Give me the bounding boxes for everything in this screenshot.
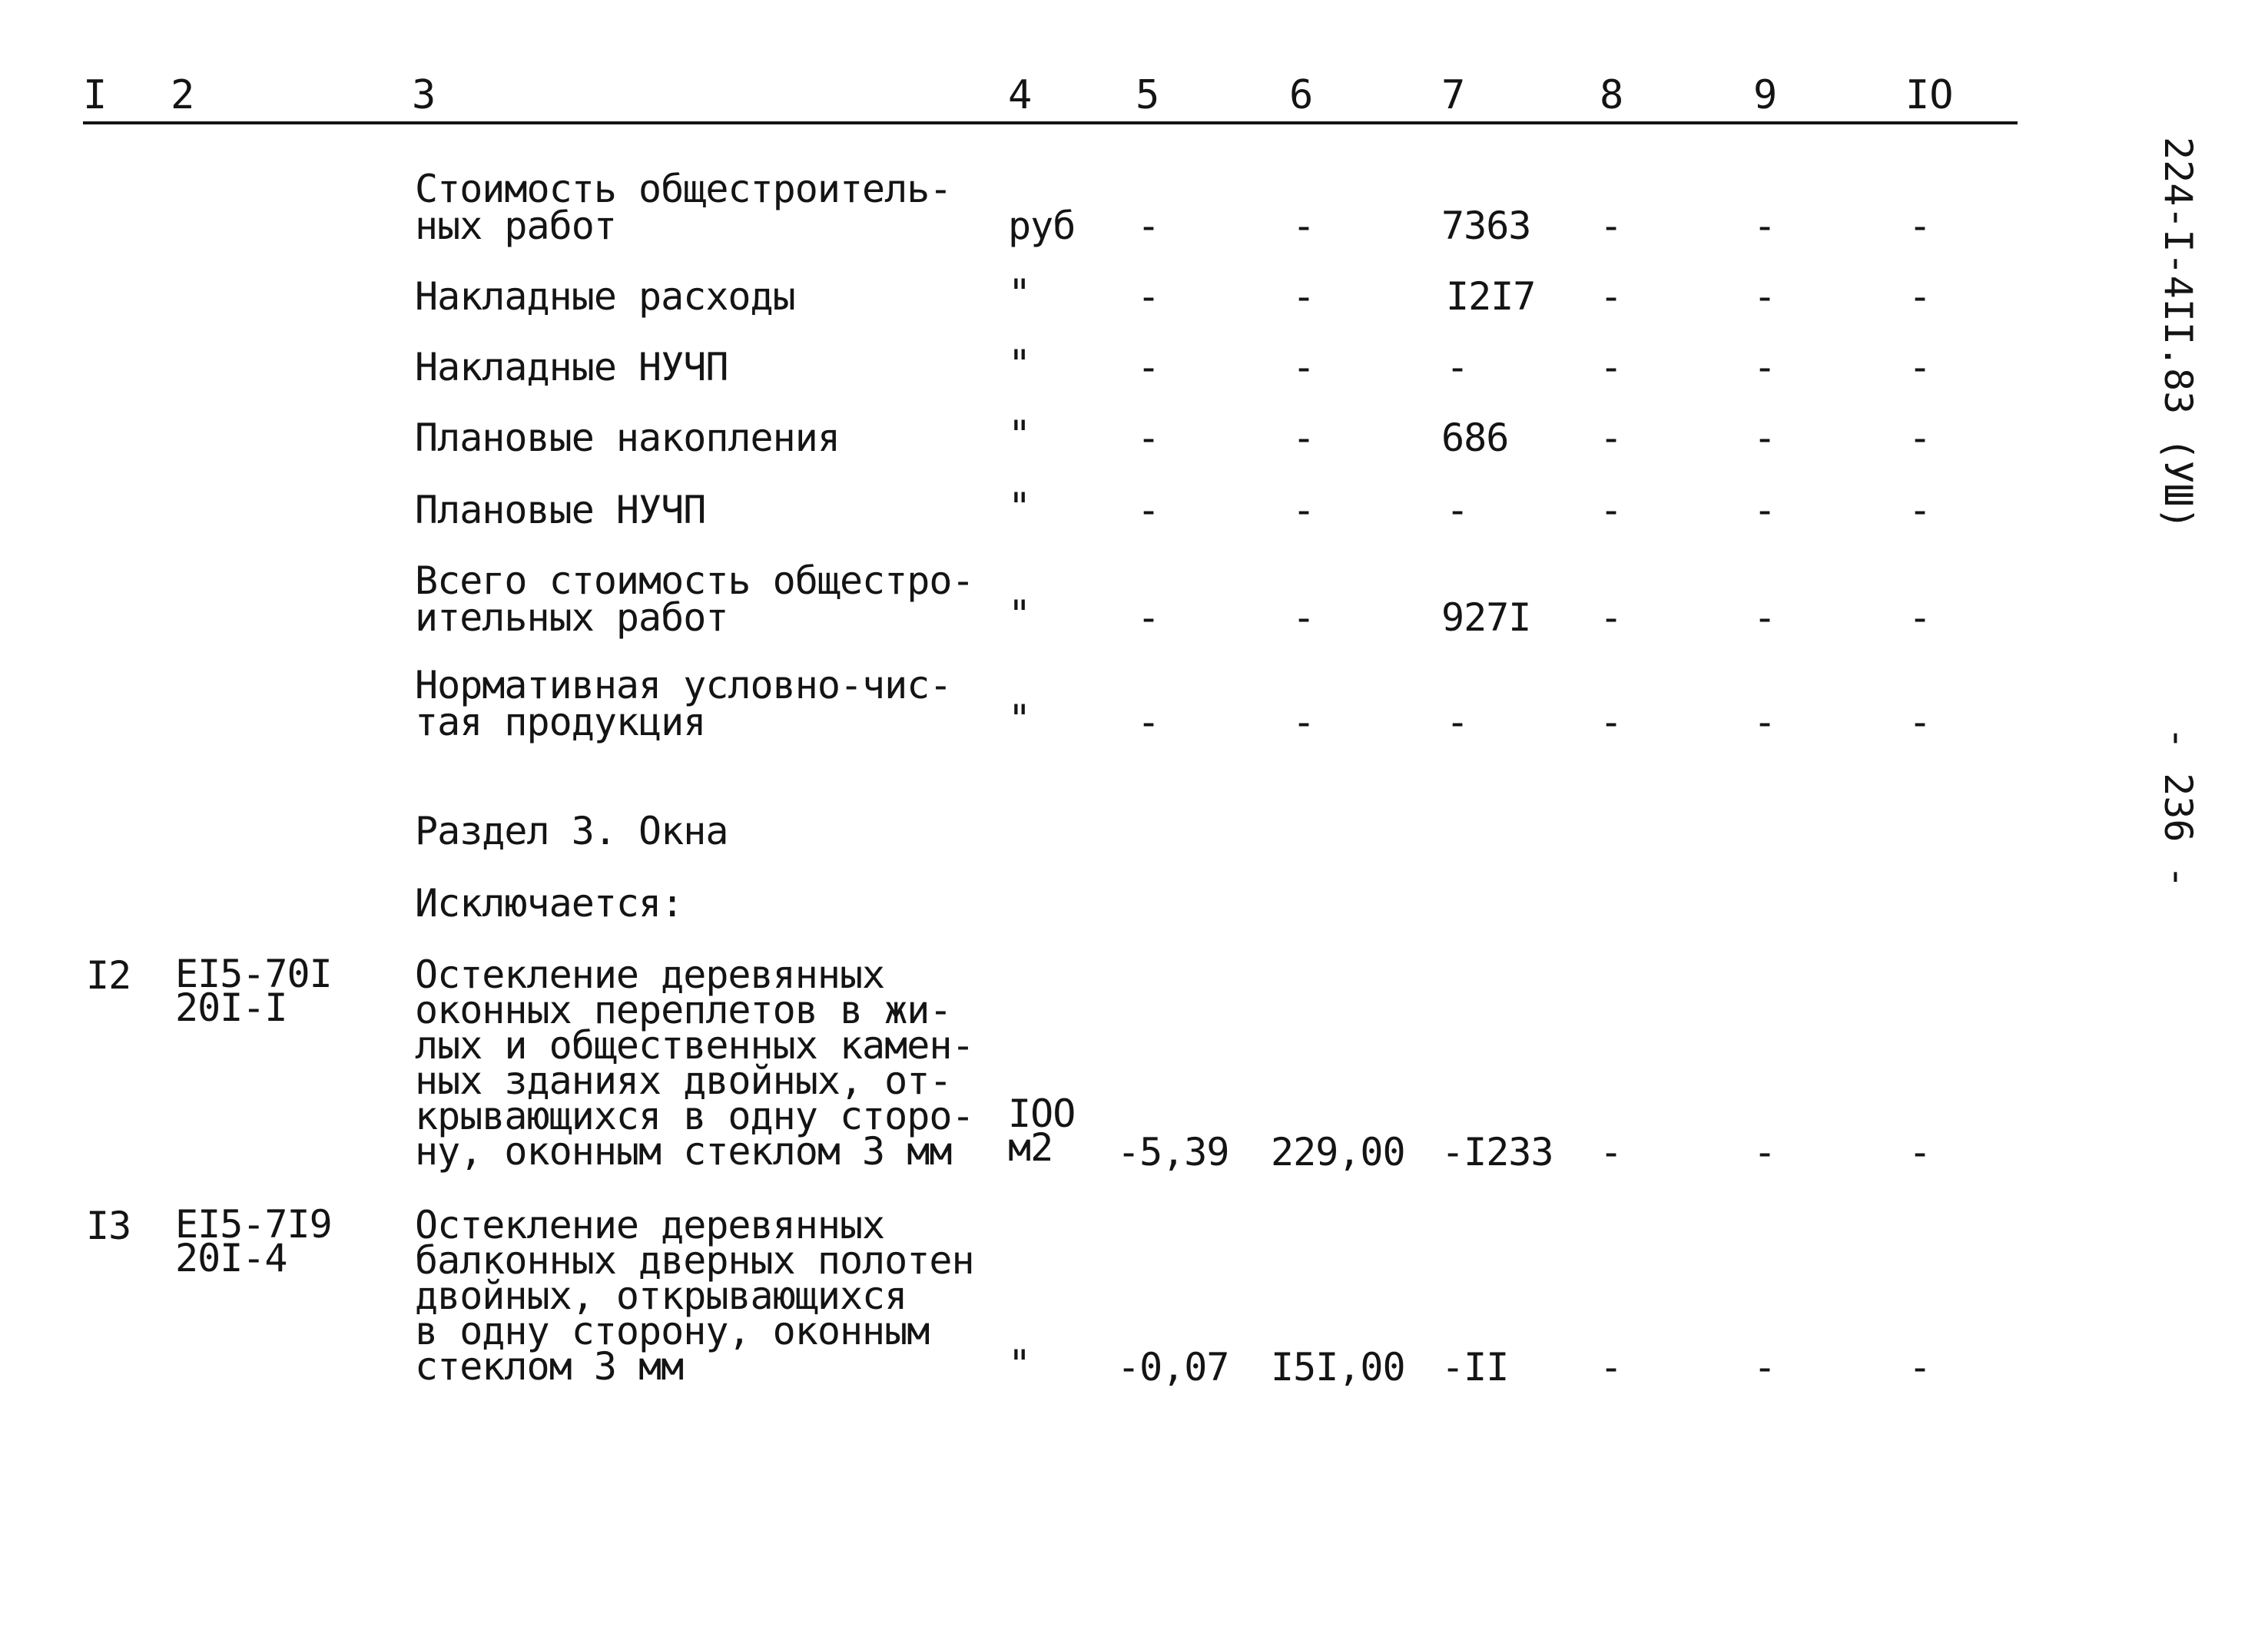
item-description: Остекление деревянных балконных дверных полотен двойных, открывающихся в одну сторону, оконным стеклом 3 мм [415, 1203, 974, 1389]
row-col8: - [1600, 204, 1623, 248]
column-header-1: I [83, 72, 108, 118]
column-header-8: 8 [1600, 72, 1624, 118]
row-col10: - [1908, 595, 1931, 640]
row-col5: - [1137, 345, 1160, 389]
document-code: 224-I-4II.83 (УШ) [2156, 137, 2200, 530]
row-col10: - [1908, 274, 1931, 319]
row-col6: - [1292, 488, 1315, 532]
row-description: Накладные расходы [415, 274, 795, 319]
row-unit: " [1008, 485, 1031, 529]
item-description: Остекление деревянных оконных переплетов в жи- лых и общественных камен- ных зданиях двойных, от- крывающихся в одну сторо- ну, оконным стеклом 3 мм [415, 952, 974, 1174]
row-unit: " [1008, 271, 1031, 316]
item-col6: I5I,00 [1271, 1345, 1405, 1390]
row-unit: " [1008, 697, 1031, 741]
row-col10: - [1908, 488, 1931, 532]
row-col7: I2I7 [1446, 274, 1536, 319]
column-header-6: 6 [1289, 72, 1314, 118]
row-unit: " [1008, 342, 1031, 386]
item-col8: - [1600, 1345, 1623, 1390]
item-col10: - [1908, 1345, 1931, 1390]
row-description: Всего стоимость общестро- ительных работ [415, 558, 974, 640]
row-col6: - [1292, 416, 1315, 460]
header-rule [83, 121, 2018, 124]
column-header-9: 9 [1753, 72, 1778, 118]
item-unit: " [1008, 1342, 1031, 1386]
column-header-7: 7 [1441, 72, 1466, 118]
row-col5: - [1137, 416, 1160, 460]
row-col7: 7363 [1441, 204, 1531, 248]
row-description: Плановые накопления [415, 416, 840, 460]
item-col9: - [1753, 1130, 1776, 1174]
item-code: EI5-70I 20I-I [175, 952, 332, 1030]
item-number: I3 [86, 1204, 131, 1248]
row-col9: - [1753, 700, 1776, 744]
row-col6: - [1292, 204, 1315, 248]
item-code: EI5-7I9 20I-4 [175, 1202, 332, 1280]
row-description: Стоимость общестроитель- ных работ [415, 167, 952, 248]
section-excluded-label: Исключается: [415, 881, 684, 926]
row-col7: - [1446, 345, 1469, 389]
column-header-5: 5 [1136, 72, 1160, 118]
row-col7: - [1446, 488, 1469, 532]
row-col10: - [1908, 345, 1931, 389]
item-unit: IOO м2 [1008, 1091, 1076, 1170]
row-col5: - [1137, 204, 1160, 248]
row-col6: - [1292, 595, 1315, 640]
row-col5: - [1137, 488, 1160, 532]
item-col5: -0,07 [1117, 1345, 1229, 1390]
item-col9: - [1753, 1345, 1776, 1390]
row-col6: - [1292, 345, 1315, 389]
row-col6: - [1292, 700, 1315, 744]
row-col8: - [1600, 595, 1623, 640]
item-number: I2 [86, 953, 131, 998]
row-unit: " [1008, 412, 1031, 457]
row-col8: - [1600, 700, 1623, 744]
row-description: Плановые НУЧП [415, 488, 706, 532]
row-col9: - [1753, 274, 1776, 319]
row-col6: - [1292, 274, 1315, 319]
row-col9: - [1753, 345, 1776, 389]
row-col5: - [1137, 595, 1160, 640]
row-col10: - [1908, 700, 1931, 744]
column-header-3: 3 [412, 72, 436, 118]
column-header-10: IO [1905, 72, 1954, 118]
row-col10: - [1908, 416, 1931, 460]
row-col9: - [1753, 488, 1776, 532]
row-col9: - [1753, 595, 1776, 640]
item-col5: -5,39 [1117, 1130, 1229, 1174]
row-col7: 686 [1441, 416, 1509, 460]
row-col8: - [1600, 416, 1623, 460]
row-col8: - [1600, 488, 1623, 532]
item-col8: - [1600, 1130, 1623, 1174]
row-description: Накладные НУЧП [415, 345, 728, 389]
row-col8: - [1600, 345, 1623, 389]
column-header-2: 2 [171, 72, 195, 118]
page-number: - 236 - [2156, 727, 2200, 889]
row-col9: - [1753, 416, 1776, 460]
item-col10: - [1908, 1130, 1931, 1174]
row-col5: - [1137, 274, 1160, 319]
column-header-4: 4 [1008, 72, 1033, 118]
row-unit: " [1008, 592, 1031, 637]
item-col7: -I233 [1441, 1130, 1553, 1174]
row-col8: - [1600, 274, 1623, 319]
row-col9: - [1753, 204, 1776, 248]
row-col7: 927I [1441, 595, 1531, 640]
row-col7: - [1446, 700, 1469, 744]
row-col5: - [1137, 700, 1160, 744]
row-unit: руб [1008, 204, 1076, 248]
row-col10: - [1908, 204, 1931, 248]
row-description: Нормативная условно-чис- тая продукция [415, 663, 952, 744]
section-title: Раздел 3. Окна [415, 809, 728, 853]
item-col7: -II [1441, 1345, 1509, 1390]
item-col6: 229,00 [1271, 1130, 1405, 1174]
